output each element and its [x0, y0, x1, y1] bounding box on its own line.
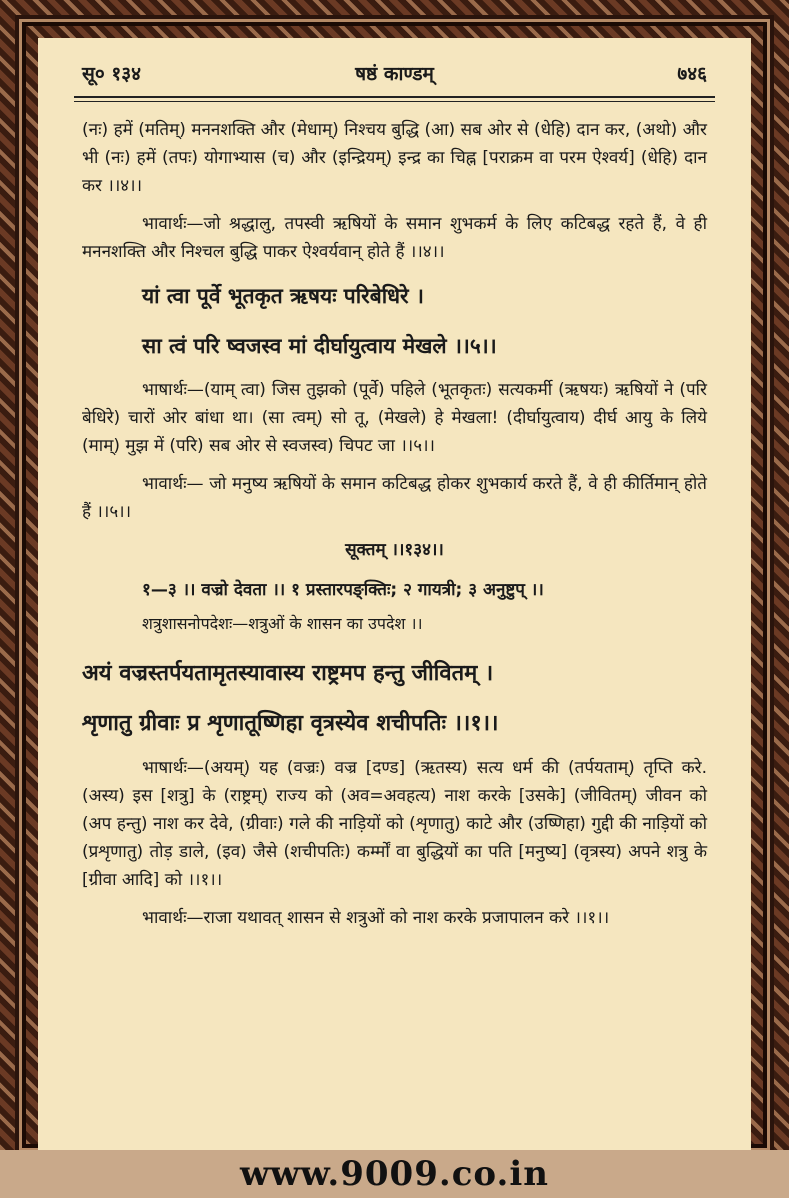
page-header [82, 54, 707, 90]
bhavartha-5: भावार्थः— जो मनुष्य ऋषियों के समान कटिबद्ध होकर शुभकार्य करते हैं, वे ही कीर्तिमान् होते हैं ।।५।। [82, 474, 707, 522]
header-rule [74, 96, 715, 102]
page-body [82, 116, 707, 942]
verse-1-line-2: शृणातु ग्रीवाः प्र शृणातूष्णिहा वृत्रस्येव शचीपतिः ।।१।। [82, 711, 499, 736]
translation-paragraph-4: (नः) हमें (मतिम्) मननशक्ति और (मेधाम्) निश्चय बुद्धि (आ) सब ओर से (धेहि) दान कर, (अथो) और भी (नः) हमें (तपः) योगाभ्यास (च) और (इन्द्रियम्) इन्द्र का चिह्न [पराक्रम वा परम ऐश्वर्य] (धेहि) दान कर ।।४।। [82, 120, 707, 196]
translation-paragraph-5: भाषार्थः—(याम् त्वा) जिस तुझको (पूर्वे) पहिले (भूतकृतः) सत्यकर्मी (ऋषयः) ऋषियों ने (परि बेधिरे) चारों ओर बांधा था। (सा त्वम्) सो तू, (मेखले) हे मेखला! (दीर्घायुत्वाय) दीर्घ आयु के लिये (माम्) मुझ में (परि) सब ओर से स्वजस्व) चिपट जा ।।५।। [82, 380, 707, 456]
sukta-number: सू० १३४ [82, 63, 141, 85]
page-number: ७४६ [677, 63, 707, 85]
book-page [38, 38, 751, 1158]
bhavartha-1: भावार्थः—राजा यथावत् शासन से शत्रुओं को नाश करके प्रजापालन करे ।।१।। [142, 908, 610, 928]
translation-paragraph-1: भाषार्थः—(अयम्) यह (वज्रः) वज्र [दण्ड] (ऋतस्य) सत्य धर्म की (तर्पयताम्) तृप्ति करे. (अस्य) इस [शत्रु] के (राष्ट्रम्) राज्य को (अव=अवहत्य) नाश करके [उसके] (जीवितम्) जीवन को (अप हन्तु) नाश कर देवे, (ग्रीवाः) गले की नाड़ियों को (शृणातु) काटे और (उष्णिहा) गुद्दी की नाड़ियों को (प्रशृणातु) तोड़ डाले, (इव) जैसे (शचीपतिः) कर्म्मों वा बुद्धियों का पति [मनुष्य] (वृत्रस्य) अपने शत्रु के [ग्रीवा आदि] को ।।१।। [82, 758, 707, 890]
sukta-heading: सूक्तम् ।।१३४।। [345, 540, 444, 560]
verse-5-line-1: यां त्वा पूर्वे भूतकृत ऋषयः परिबेधिरे । [142, 284, 424, 308]
verse-1-line-1: अयं वज्रस्तर्पयतामृतस्यावास्य राष्ट्रमप हन्तु जीवितम् । [82, 661, 494, 686]
verse-5-line-2: सा त्वं परि ष्वजस्व मां दीर्घायुत्वाय मेखले ।।५।। [142, 334, 497, 358]
website-url: www.9009.co.in [240, 1154, 549, 1194]
devata-line: १—३ ।। वज्रो देवता ।। १ प्रस्तारपङ्क्तिः; २ गायत्री; ३ अनुष्टुप् ।। [142, 580, 544, 600]
kanda-title: षष्ठं काण्डम् [355, 63, 434, 85]
upadesha-line: शत्रुशासनोपदेशः—शत्रुओं के शासन का उपदेश ।। [142, 614, 423, 633]
bhavartha-4: भावार्थः—जो श्रद्धालु, तपस्वी ऋषियों के समान शुभकर्म के लिए कटिबद्ध रहते हैं, वे ही मननशक्ति और निश्चल बुद्धि पाकर ऐश्वर्यवान् होते हैं ।।४।। [82, 214, 707, 262]
